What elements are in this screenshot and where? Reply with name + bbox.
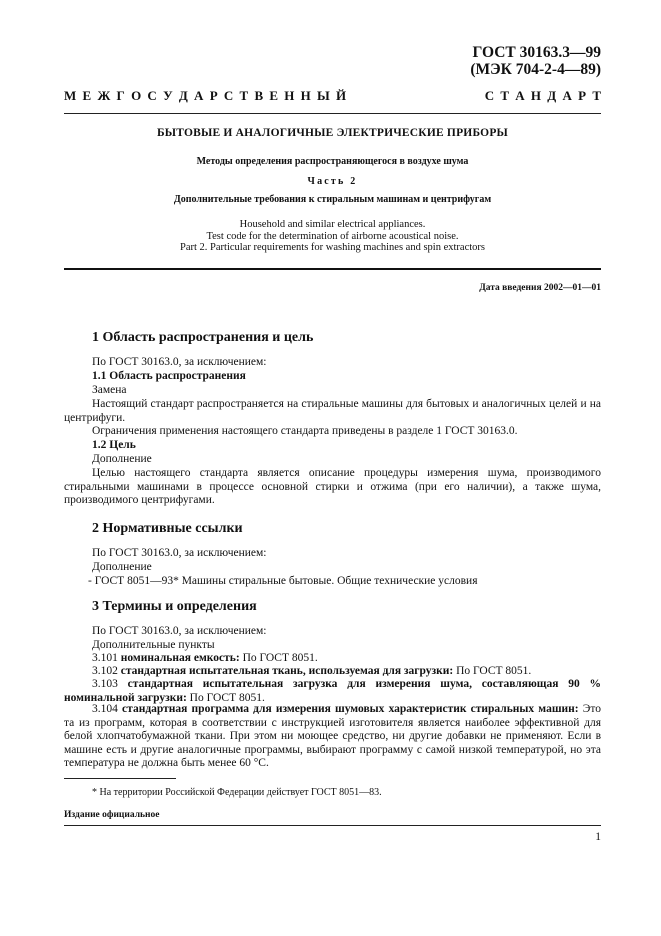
term-name: стандартная программа для измерения шумовых характеристик стиральных машин: [122,703,579,715]
iec-number: (МЭК 704-2-4—89) [470,61,601,78]
title-main: БЫТОВЫЕ И АНАЛОГИЧНЫЕ ЭЛЕКТРИЧЕСКИЕ ПРИБОРЫ [156,127,509,139]
term-3-102 [92,665,601,679]
title-part-name: Дополнительные требования к стиральным машинам и центрифугам [173,194,492,205]
section-2-heading: 2 Нормативные ссылки [92,521,243,536]
term-definition: По ГОСТ 8051. [242,652,318,664]
term-name: стандартная испытательная ткань, используемая для загрузки: [120,665,454,677]
title-english-line1: Household and similar electrical appliances. [239,219,426,230]
title-english [64,219,601,254]
page-number: 1 [595,831,601,843]
title-sub: Методы определения распространяющегося в воздухе шума [196,156,469,167]
term-3-101 [92,652,601,666]
term-3-103 [64,678,601,705]
term-number: 3.101 [92,652,118,664]
title-divider [64,268,601,270]
section-1-line: По ГОСТ 30163.0, за исключением: [92,356,267,368]
footer-divider [64,825,601,826]
section-1-scope-text: Настоящий стандарт распространяется на стиральные машины для бытовых и аналогичных целей и на центрифуги. [64,398,601,424]
section-1-replace: Замена [92,384,127,396]
term-definition: Это та из программ, которая в соответствии с инструкцией изготовителя является наиболее эффективной для белой хлопчатобумажной ткани. При этом ни моющее средство, ни другие добавки не применяют. Если в машине есть и другие аналогичные программы, выбирают программу с самой низкой температурой, но эта температура не должна быть менее 60 °С. [64,703,601,770]
section-1-purpose-text: Целью настоящего стандарта является описание процедуры измерения шума, производимого стиральными машинами в процессе основной стирки и отжима (при его наличии), а также шума, производимого центрифугами. [64,467,601,507]
top-divider [64,113,601,114]
introduction-date: Дата введения 2002—01—01 [479,283,601,293]
term-name: номинальная емкость: [120,652,240,664]
footnote: * На территории Российской Федерации действует ГОСТ 8051—83. [92,787,382,798]
term-3-104 [64,703,601,771]
title-english-line3: Part 2. Particular requirements for washing machines and spin extractors [180,242,485,253]
term-number: 3.103 [92,678,118,690]
standard-number: ГОСТ 30163.3—99 [472,44,601,61]
section-2-reference: - ГОСТ 8051—93* Машины стиральные бытовые. Общие технические условия [88,575,478,587]
section-3-heading: 3 Термины и определения [92,599,257,614]
standard-number-block [470,44,601,78]
section-1-heading: 1 Область распространения и цель [92,330,314,345]
title-english-line2: Test code for the determination of airborne acoustical noise. [206,230,459,242]
section-1-2-heading: 1.2 Цель [92,439,136,451]
section-2-addition: Дополнение [92,561,152,573]
section-1-limits-text: Ограничения применения настоящего стандарта приведены в разделе 1 ГОСТ 30163.0. [92,425,518,437]
banner-word-standard: С Т А Н Д А Р Т [484,88,601,103]
term-number: 3.102 [92,665,118,677]
section-3-additional: Дополнительные пункты [92,639,215,651]
section-2-line: По ГОСТ 30163.0, за исключением: [92,547,267,559]
section-3-line: По ГОСТ 30163.0, за исключением: [92,625,267,637]
banner-word-interstate: М Е Ж Г О С У Д А Р С Т В Е Н Н Ы Й [64,88,347,103]
edition-label: Издание официальное [64,810,160,820]
term-definition: По ГОСТ 8051. [456,665,532,677]
interstate-standard-banner [64,88,601,104]
title-part: Часть 2 [307,176,358,187]
section-1-addition: Дополнение [92,453,152,465]
term-name: стандартная испытательная загрузка для измерения шума, составляющая 90 % номинальной загрузки: [64,678,602,704]
term-definition: По ГОСТ 8051. [189,691,265,704]
section-1-1-heading: 1.1 Область распространения [92,370,246,382]
footnote-separator [64,778,176,779]
term-number: 3.104 [92,703,118,715]
